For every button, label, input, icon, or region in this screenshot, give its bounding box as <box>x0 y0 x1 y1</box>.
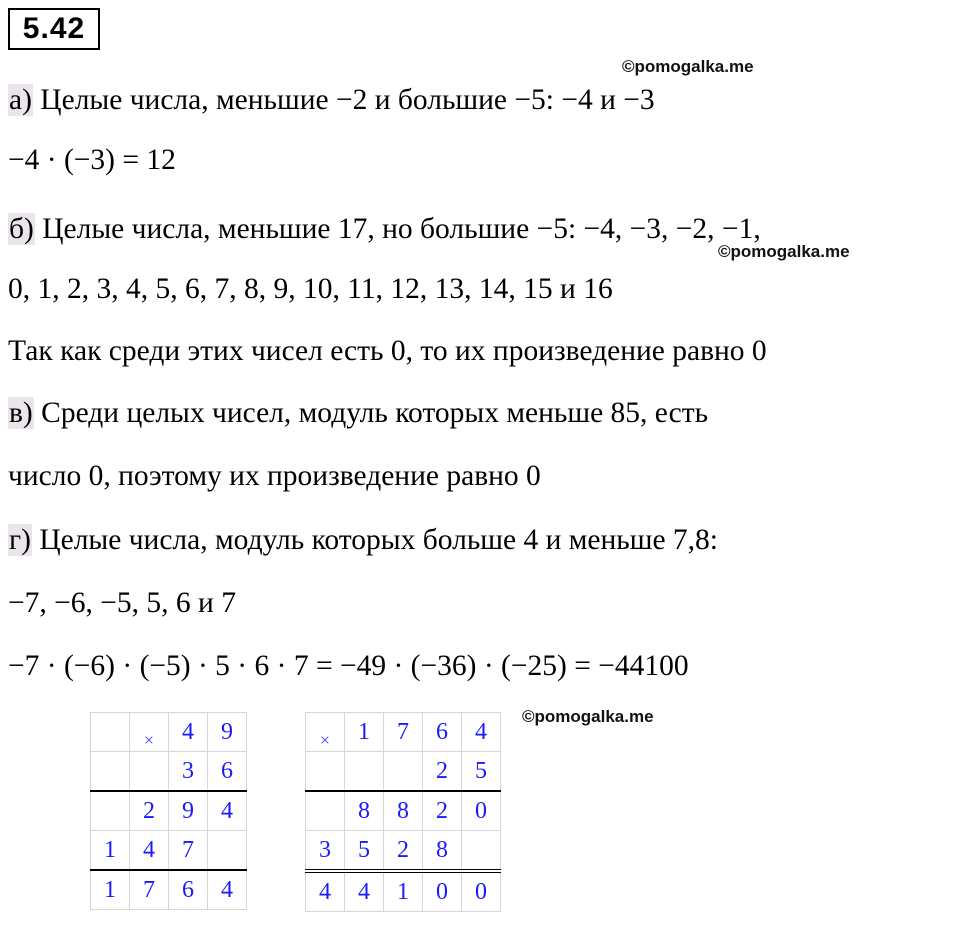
grid-cell: 5 <box>345 831 384 872</box>
line-g-numbers <box>8 585 236 621</box>
grid-cell: 1 <box>384 871 423 912</box>
grid-cell: 3 <box>306 831 345 872</box>
multiply-sign: × <box>306 713 345 752</box>
grid-cell <box>91 713 130 752</box>
line-b <box>8 211 761 247</box>
grid-cell: 7 <box>169 831 208 871</box>
grid-cell: 1 <box>91 831 130 871</box>
grid-cell: 2 <box>384 831 423 872</box>
watermark: ©pomogalka.me <box>522 707 654 726</box>
grid-cell <box>306 752 345 792</box>
line-text: Целые числа, меньшие −2 и большие −5: −4 и −3 <box>32 84 655 116</box>
grid-cell: 8 <box>384 791 423 831</box>
watermark: ©pomogalka.me <box>718 242 850 261</box>
line-text: −7, −6, −5, 5, 6 и 7 <box>8 587 236 619</box>
line-b-numbers <box>8 271 613 307</box>
grid-cell: 6 <box>169 870 208 910</box>
line-text: −7 · (−6) · (−5) · 5 · 6 · 7 = −49 · (−36) · (−25) = −44100 <box>8 650 689 682</box>
grid-cell: 1 <box>91 870 130 910</box>
grid-cell: 4 <box>130 831 169 871</box>
line-text: Среди целых чисел, модуль которых меньше 85, есть <box>33 397 709 429</box>
item-label-a: а) <box>9 84 32 116</box>
grid-cell <box>130 752 169 792</box>
grid-cell: 7 <box>130 870 169 910</box>
line-v-conclusion <box>8 458 541 494</box>
line-a <box>8 82 655 118</box>
grid-cell: 5 <box>462 752 501 792</box>
line-text: Так как среди этих чисел есть 0, то их произведение равно 0 <box>8 335 767 367</box>
grid-cell: 2 <box>423 752 462 792</box>
grid-cell <box>384 752 423 792</box>
grid-cell: 4 <box>345 871 384 912</box>
grid-cell: 0 <box>423 871 462 912</box>
line-text: −4 · (−3) = 12 <box>8 144 176 176</box>
grid-cell: 1 <box>345 713 384 752</box>
grid-cell: 2 <box>130 791 169 831</box>
grid-cell: 4 <box>208 870 247 910</box>
grid-cell: 6 <box>208 752 247 792</box>
grid-cell: 6 <box>423 713 462 752</box>
task-number: 5.42 <box>8 8 100 50</box>
grid-cell: 4 <box>208 791 247 831</box>
item-label-b: б) <box>9 213 34 245</box>
line-text: число 0, поэтому их произведение равно 0 <box>8 460 541 492</box>
grid-cell: 8 <box>423 831 462 872</box>
multiply-sign: × <box>130 713 169 752</box>
line-a-product <box>8 142 176 178</box>
column-multiplication-1764x25 <box>305 712 501 912</box>
line-text: Целые числа, модуль которых больше 4 и меньше 7,8: <box>31 524 718 556</box>
watermark: ©pomogalka.me <box>622 57 754 76</box>
grid-cell: 9 <box>208 713 247 752</box>
grid-cell <box>462 831 501 872</box>
line-b-conclusion <box>8 333 767 369</box>
grid-cell: 0 <box>462 791 501 831</box>
grid-cell: 4 <box>462 713 501 752</box>
item-label-v: в) <box>9 397 33 429</box>
grid-cell: 7 <box>384 713 423 752</box>
grid-cell: 2 <box>423 791 462 831</box>
grid-cell: 4 <box>306 871 345 912</box>
item-label-g: г) <box>9 524 31 556</box>
column-multiplication-49x36 <box>90 712 247 910</box>
grid-cell: 8 <box>345 791 384 831</box>
grid-cell: 3 <box>169 752 208 792</box>
grid-cell <box>91 791 130 831</box>
grid-cell: 0 <box>462 871 501 912</box>
grid-cell <box>306 791 345 831</box>
line-v <box>8 395 708 431</box>
line-text: 0, 1, 2, 3, 4, 5, 6, 7, 8, 9, 10, 11, 12, 13, 14, 15 и 16 <box>8 273 613 305</box>
line-g <box>8 522 718 558</box>
grid-cell <box>91 752 130 792</box>
line-g-product <box>8 648 689 684</box>
line-text: Целые числа, меньшие 17, но большие −5: −4, −3, −2, −1, <box>34 213 761 245</box>
grid-cell: 4 <box>169 713 208 752</box>
grid-cell <box>345 752 384 792</box>
grid-cell <box>208 831 247 871</box>
grid-cell: 9 <box>169 791 208 831</box>
